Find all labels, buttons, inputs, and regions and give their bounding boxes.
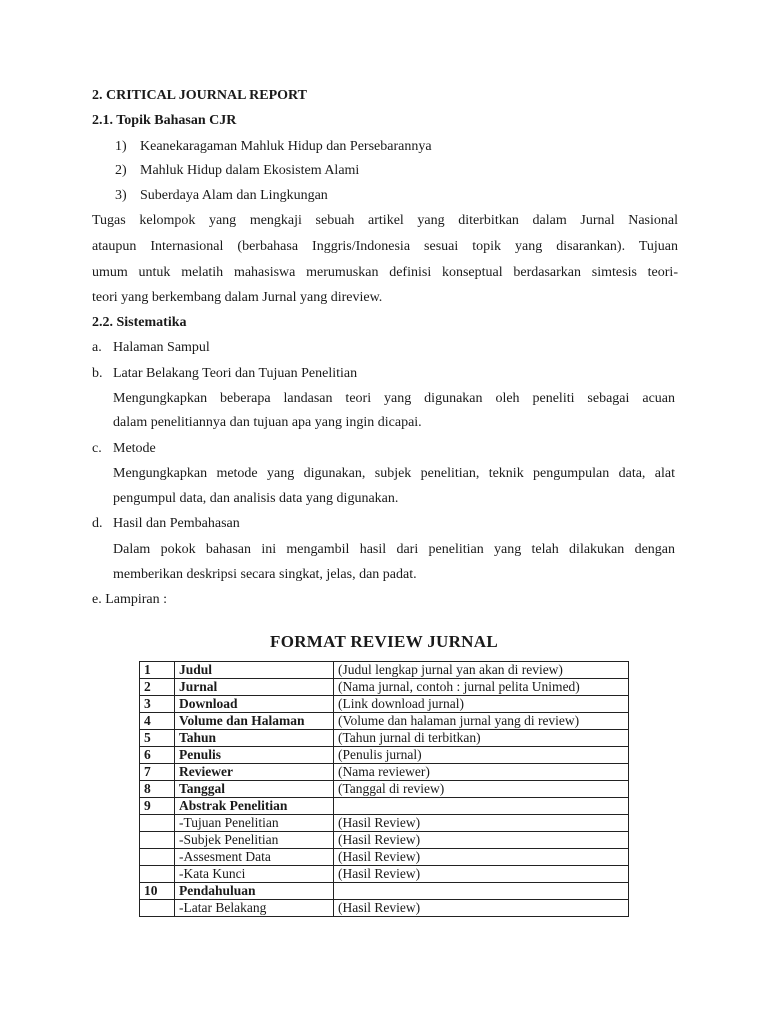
row-value: (Link download jurnal) (334, 696, 629, 713)
row-number (140, 832, 175, 849)
table-row (140, 815, 629, 832)
row-field: -Latar Belakang (175, 900, 334, 917)
row-number: 4 (140, 713, 175, 730)
topic-number: 3) (115, 188, 127, 203)
table-row (140, 747, 629, 764)
paragraph-line: Tugas kelompok yang mengkaji sebuah artikel yang diterbitkan dalam Jurnal Nasional (92, 213, 678, 228)
row-number (140, 866, 175, 883)
row-value: (Hasil Review) (334, 849, 629, 866)
paragraph-line: ataupun Internasional (berbahasa Inggris/Indonesia sesuai topik yang disarankan). Tujuan (92, 239, 678, 254)
row-field: -Assesment Data (175, 849, 334, 866)
row-number (140, 900, 175, 917)
row-field: Penulis (175, 747, 334, 764)
row-number: 7 (140, 764, 175, 781)
row-number: 9 (140, 798, 175, 815)
table-row (140, 798, 629, 815)
section-heading-sistematika: 2.2. Sistematika (92, 315, 187, 330)
table-row (140, 781, 629, 798)
chapter-heading: 2. CRITICAL JOURNAL REPORT (92, 88, 307, 103)
row-value: (Hasil Review) (334, 900, 629, 917)
table-row (140, 866, 629, 883)
item-label: Latar Belakang Teori dan Tujuan Penelitian (113, 366, 358, 381)
section-heading-topik: 2.1. Topik Bahasan CJR (92, 113, 237, 128)
row-value: (Hasil Review) (334, 815, 629, 832)
row-value: (Penulis jurnal) (334, 747, 629, 764)
table-row (140, 713, 629, 730)
table-row (140, 696, 629, 713)
row-number: 3 (140, 696, 175, 713)
row-field: -Subjek Penelitian (175, 832, 334, 849)
topic-text: Mahluk Hidup dalam Ekosistem Alami (140, 163, 360, 178)
item-description-line: Dalam pokok bahasan ini mengambil hasil dari penelitian yang telah dilakukan dengan (113, 542, 675, 557)
item-description-line: Mengungkapkan beberapa landasan teori yang digunakan oleh peneliti sebagai acuan (113, 391, 675, 406)
table-row (140, 662, 629, 679)
table-row (140, 832, 629, 849)
paragraph-line: teori yang berkembang dalam Jurnal yang direview. (92, 290, 383, 305)
item-label: Halaman Sampul (113, 340, 210, 355)
row-field: Judul (175, 662, 334, 679)
row-number: 1 (140, 662, 175, 679)
item-label: Metode (113, 441, 156, 456)
row-value (334, 883, 629, 900)
item-label: Hasil dan Pembahasan (113, 516, 240, 531)
format-title: FORMAT REVIEW JURNAL (270, 632, 498, 651)
row-field: Jurnal (175, 679, 334, 696)
row-field: -Tujuan Penelitian (175, 815, 334, 832)
row-number: 8 (140, 781, 175, 798)
row-value: (Hasil Review) (334, 866, 629, 883)
row-field: Tanggal (175, 781, 334, 798)
table-row (140, 900, 629, 917)
item-letter: a. (92, 340, 102, 355)
topic-number: 1) (115, 139, 127, 154)
row-value: (Volume dan halaman jurnal yang di review) (334, 713, 629, 730)
table-row (140, 730, 629, 747)
table-row (140, 883, 629, 900)
row-number: 5 (140, 730, 175, 747)
paragraph-line: umum untuk melatih mahasiswa merumuskan definisi konseptual berdasarkan simtesis teori- (92, 265, 678, 280)
row-number: 10 (140, 883, 175, 900)
row-number (140, 849, 175, 866)
lampiran-label: e. Lampiran : (92, 592, 168, 607)
row-field: Tahun (175, 730, 334, 747)
row-value: (Judul lengkap jurnal yan akan di review) (334, 662, 629, 679)
row-value: (Nama reviewer) (334, 764, 629, 781)
row-number: 6 (140, 747, 175, 764)
item-letter: c. (92, 441, 102, 456)
topic-text: Suberdaya Alam dan Lingkungan (140, 188, 328, 203)
item-description-line: memberikan deskripsi secara singkat, jelas, dan padat. (113, 567, 417, 582)
row-value: (Hasil Review) (334, 832, 629, 849)
row-field: Reviewer (175, 764, 334, 781)
row-field: Pendahuluan (175, 883, 334, 900)
table-row (140, 679, 629, 696)
topic-text: Keanekaragaman Mahluk Hidup dan Persebarannya (140, 139, 432, 154)
row-value (334, 798, 629, 815)
topic-number: 2) (115, 163, 127, 178)
row-field: -Kata Kunci (175, 866, 334, 883)
item-description-line: Mengungkapkan metode yang digunakan, subjek penelitian, teknik pengumpulan data, alat (113, 466, 675, 481)
table-row (140, 764, 629, 781)
row-value: (Tahun jurnal di terbitkan) (334, 730, 629, 747)
item-letter: d. (92, 516, 103, 531)
item-letter: b. (92, 366, 103, 381)
review-format-table (139, 661, 629, 917)
table-row (140, 849, 629, 866)
row-number (140, 815, 175, 832)
item-description-line: pengumpul data, dan analisis data yang digunakan. (113, 491, 399, 506)
row-value: (Tanggal di review) (334, 781, 629, 798)
row-field: Abstrak Penelitian (175, 798, 334, 815)
item-description-line: dalam penelitiannya dan tujuan apa yang ingin dicapai. (113, 415, 422, 430)
row-value: (Nama jurnal, contoh : jurnal pelita Unimed) (334, 679, 629, 696)
row-number: 2 (140, 679, 175, 696)
row-field: Download (175, 696, 334, 713)
row-field: Volume dan Halaman (175, 713, 334, 730)
